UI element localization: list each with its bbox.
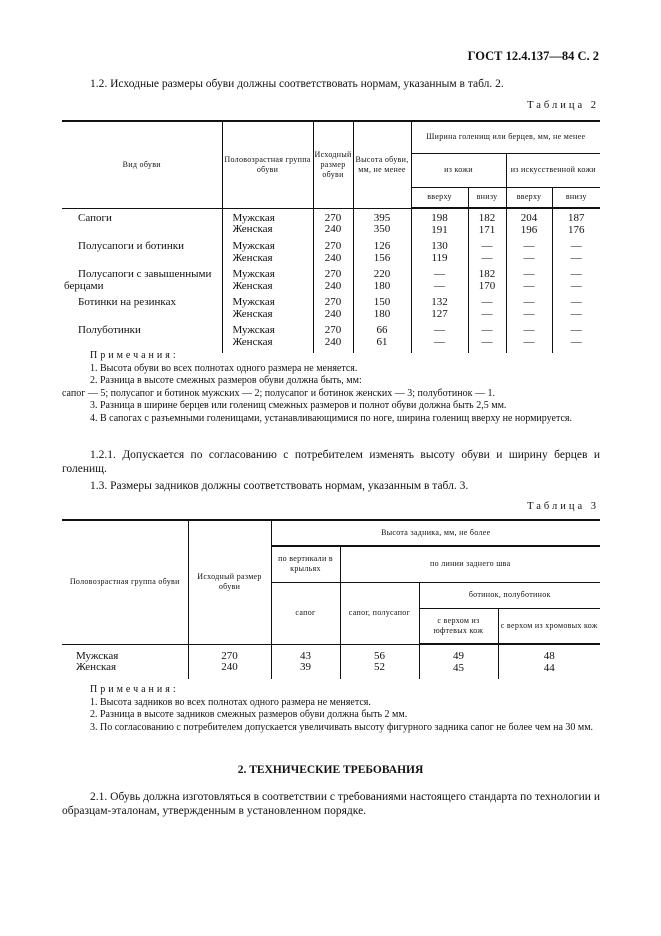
notes-title: Примечания: — [90, 350, 179, 361]
cell-art-top: — — — [506, 269, 552, 297]
col-boot-half: сапог, полусапог — [340, 582, 419, 644]
paragraph-2-1 — [62, 790, 600, 818]
cell-type: Полусапоги с завышенными берцами — [64, 268, 212, 292]
cell-size: 270 240 — [313, 208, 353, 241]
table-2-caption: Таблица 2 — [527, 100, 599, 111]
cell-group: Мужская Женская — [222, 208, 313, 241]
cell-group: Мужская Женская — [222, 297, 313, 325]
cell-leather-bottom: — — — [468, 297, 506, 325]
cell-art-top: — — — [506, 297, 552, 325]
col-leather: из кожи — [411, 153, 506, 187]
cell-height: 66 61 — [353, 325, 411, 353]
paragraph-1-2 — [62, 77, 600, 91]
cell-type: Полуботинки — [78, 324, 141, 336]
note: 3. По согласованию с потребителем допускается увеличивать высоту фигурного задника сапог не более чем на 30 мм. — [90, 721, 594, 733]
cell-size: 270 240 — [188, 644, 271, 679]
cell-type: Полусапоги и ботинки — [78, 240, 184, 252]
cell-leather-top: — — — [411, 325, 468, 353]
col-art-bottom: внизу — [552, 187, 600, 208]
cell-leather-bottom: — — — [468, 325, 506, 353]
col-width: Ширина голенищ или берцев, мм, не менее — [411, 121, 600, 153]
cell-height: 150 180 — [353, 297, 411, 325]
cell-art-top: — — — [506, 241, 552, 269]
cell-size: 270 240 — [313, 241, 353, 269]
cell-art-top: — — — [506, 325, 552, 353]
notes-title: Примечания: — [90, 684, 179, 695]
col-size: Исходный размер обуви — [313, 121, 353, 208]
cell-art-top: 204 196 — [506, 208, 552, 241]
note: сапог — 5; полусапог и ботинок мужских — 2; полусапог и ботинок женских — 3; полуботинок — 1. — [62, 387, 495, 399]
cell-vertical: 43 39 — [271, 644, 340, 679]
cell-leather-bottom: — — — [468, 241, 506, 269]
cell-leather-top: 132 127 — [411, 297, 468, 325]
cell-art-bottom: — — — [552, 269, 600, 297]
cell-height: 126 156 — [353, 241, 411, 269]
paragraph-1-2-1 — [62, 448, 600, 476]
note: 3. Разница в ширине берцев или голенищ смежных размеров и полнот обуви должна быть 2,5 мм. — [90, 400, 507, 411]
col-height: Высота задника, мм, не более — [271, 520, 600, 546]
table-3 — [62, 519, 600, 679]
note: 2. Разница в высоте смежных размеров обуви должна быть, мм: — [90, 375, 362, 386]
section-heading: 2. ТЕХНИЧЕСКИЕ ТРЕБОВАНИЯ — [237, 764, 424, 776]
table-row — [62, 297, 600, 325]
table-row — [62, 644, 600, 679]
cell-leather-top: 130 119 — [411, 241, 468, 269]
col-chrome: с верхом из хромовых кож — [498, 608, 600, 644]
cell-type: Ботинки на резинках — [78, 296, 176, 308]
cell-yuft: 49 45 — [419, 644, 498, 679]
table-row — [62, 208, 600, 241]
cell-group: Мужская Женская — [222, 241, 313, 269]
cell-art-bottom: — — — [552, 325, 600, 353]
col-yuft: с верхом из юфтевых кож — [419, 608, 498, 644]
cell-type: Сапоги — [78, 211, 112, 224]
cell-group: Мужская Женская — [76, 649, 119, 673]
col-height: Высота обуви, мм, не менее — [353, 121, 411, 208]
table-row — [62, 241, 600, 269]
cell-height: 220 180 — [353, 269, 411, 297]
paragraph-text: 1.2.1. Допускается по согласованию с потребителем изменять высоту обуви и ширину берцев и голенищ. — [62, 449, 600, 475]
cell-size: 270 240 — [313, 325, 353, 353]
table-row — [62, 325, 600, 353]
cell-art-bottom: 187 176 — [552, 208, 600, 241]
col-size: Исходный размер обуви — [188, 520, 271, 644]
paragraph-text: 2.1. Обувь должна изготовляться в соответствии с требованиями настоящего стандарта по технологии и образцам-эталонам, утвержденным в установленном порядке. — [62, 791, 600, 817]
cell-chrome: 48 44 — [498, 644, 600, 679]
cell-group: Мужская Женская — [222, 325, 313, 353]
note: 1. Высота задников во всех полнотах одного размера не меняется. — [90, 696, 371, 708]
cell-seam: 56 52 — [340, 644, 419, 679]
cell-art-bottom: — — — [552, 241, 600, 269]
table-3-caption: Таблица 3 — [527, 501, 599, 512]
cell-group: Мужская Женская — [222, 269, 313, 297]
col-seam: по линии заднего шва — [340, 546, 600, 582]
table-row — [62, 269, 600, 297]
col-artificial: из искусственной кожи — [506, 153, 600, 187]
cell-art-bottom: — — — [552, 297, 600, 325]
col-vertical: по вертикали в крыльях — [271, 546, 340, 582]
col-type: Вид обуви — [62, 121, 222, 208]
cell-leather-bottom: 182 171 — [468, 208, 506, 241]
col-group: Половозрастная группа обуви — [62, 520, 188, 644]
note: 2. Разница в высоте задников смежных размеров обуви должна быть 2 мм. — [90, 709, 408, 720]
paragraph-text: 1.3. Размеры задников должны соответствовать нормам, указанным в табл. 3. — [90, 480, 469, 492]
col-boot: сапог — [271, 582, 340, 644]
table-2 — [62, 120, 600, 353]
cell-leather-bottom: 182 170 — [468, 269, 506, 297]
col-art-top: вверху — [506, 187, 552, 208]
note: 1. Высота обуви во всех полнотах одного размера не меняется. — [90, 362, 358, 374]
col-group: Половозрастная группа обуви — [222, 121, 313, 208]
cell-size: 270 240 — [313, 269, 353, 297]
cell-height: 395 350 — [353, 208, 411, 241]
col-shoes: ботинок, полуботинок — [419, 582, 600, 608]
cell-leather-top: — — — [411, 269, 468, 297]
notes-table-3 — [62, 684, 600, 734]
cell-leather-top: 198 191 — [411, 208, 468, 241]
col-leather-bottom: внизу — [468, 187, 506, 208]
col-leather-top: вверху — [411, 187, 468, 208]
paragraph-1-3 — [62, 479, 600, 493]
paragraph-text: 1.2. Исходные размеры обуви должны соответствовать нормам, указанным в табл. 2. — [90, 78, 504, 90]
note: 4. В сапогах с разъемными голенищами, устанавливающимися по ноге, ширина голенищ вверху не нормируется. — [90, 412, 572, 424]
page-header: ГОСТ 12.4.137—84 С. 2 — [467, 49, 599, 63]
notes-table-2 — [62, 350, 600, 425]
cell-size: 270 240 — [313, 297, 353, 325]
